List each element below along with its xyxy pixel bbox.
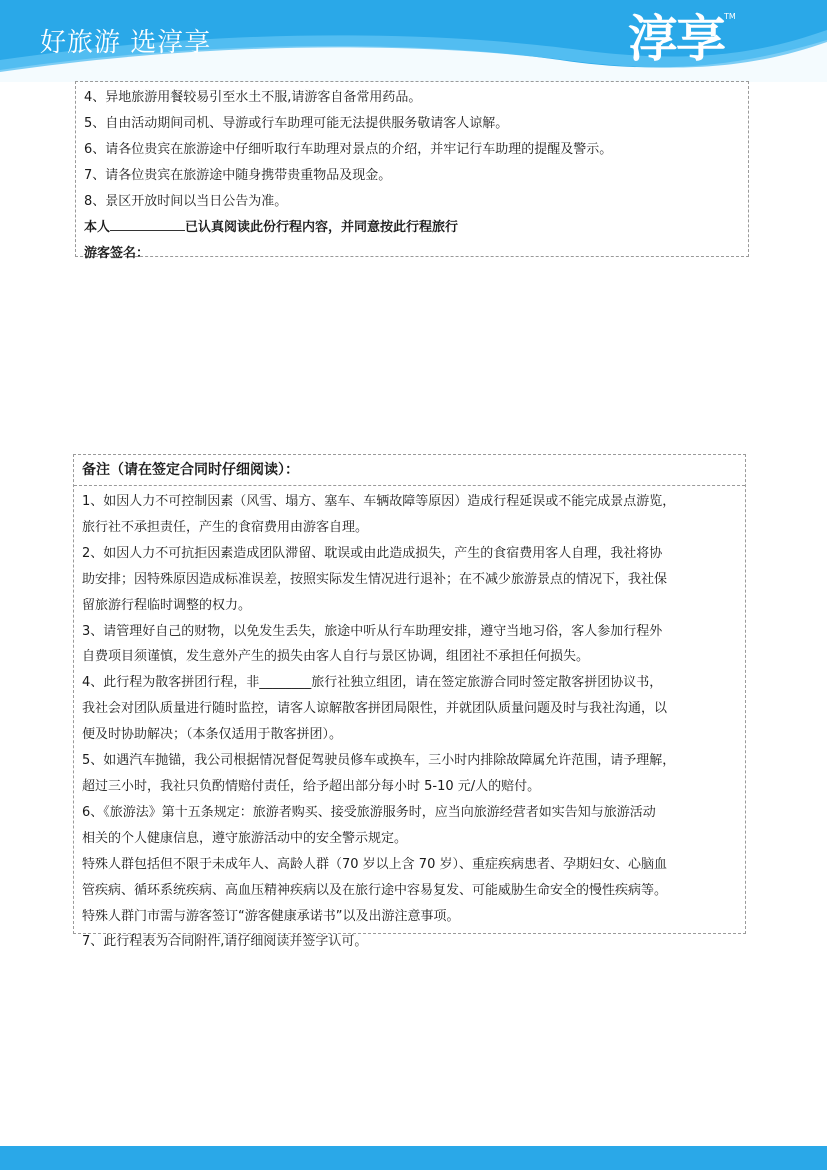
remarks-line: 2、如因人力不可抗拒因素造成团队滞留、耽误或由此造成损失，产生的食宿费用客人自理，我社将协 [82,545,663,561]
remarks-line: 自费项目须谨慎，发生意外产生的损失由客人自行与景区协调，组团社不承担任何损失。 [82,649,590,665]
notice-item: 5、自由活动期间司机、导游或行车助理可能无法提供服务敬请客人谅解。 [84,116,509,131]
notice-box [75,81,749,261]
brand-logo: 淳享 [628,10,724,68]
remarks-line: 3、请管理好自己的财物，以免发生丢失，旅途中听从行车助理安排，遵守当地习俗，客人参加行程外 [82,623,663,639]
remarks-line: 4、此行程为散客拼团行程，非________旅行社独立组团，请在签定旅游合同时签定散客拼团协议书， [82,675,663,691]
confirm-prefix: 本人 [84,220,111,235]
remarks-line: 特殊人群门市需与游客签订“游客健康承诺书”以及出游注意事项。 [82,908,460,924]
remarks-line: 超过三小时，我社只负酌情赔付责任，给予超出部分每小时 5-10 元/人的赔付。 [82,778,541,794]
remarks-box [73,454,746,950]
remarks-line: 1、如因人力不可控制因素（风雪、塌方、塞车、车辆故障等原因）造成行程延误或不能完成景点游览， [82,494,676,509]
remarks-line: 我社会对团队质量进行随时监控，请客人谅解散客拼团局限性，并就团队质量问题及时与我社沟通，以 [82,701,668,717]
footer-banner [0,1146,827,1170]
remarks-line: 管疾病、循环系统疾病、高血压精神疾病以及在旅行途中容易复发、可能威胁生命安全的慢性疾病等。 [82,882,668,898]
remarks-line: 相关的个人健康信息，遵守旅游活动中的安全警示规定。 [82,830,408,846]
remarks-line: 5、如遇汽车抛锚，我公司根据情况督促驾驶员修车或换车，三小时内排除故障属允许范围，请予理解， [82,753,676,769]
remarks-line: 旅行社不承担责任，产生的食宿费用由游客自理。 [82,519,369,535]
brand-slogan: 好旅游 选淳享 [40,28,212,58]
remarks-line: 特殊人群包括但不限于未成年人、高龄人群（70 岁以上含 70 岁）、重症疾病患者、孕期妇女、心脑血 [82,856,667,872]
remarks-line: 7、此行程表为合同附件,请仔细阅读并签字认可。 [82,934,368,950]
notice-item: 7、请各位贵宾在旅游途中随身携带贵重物品及现金。 [84,168,392,183]
signature-label: 游客签名： [84,246,150,261]
header-banner [0,0,827,82]
notice-item: 6、请各位贵宾在旅游途中仔细听取行车助理对景点的介绍，并牢记行车助理的提醒及警示。 [84,142,613,157]
name-blank-field[interactable] [110,216,185,231]
remarks-line: 留旅游行程临时调整的权力。 [82,597,252,613]
notice-item: 8、景区开放时间以当日公告为准。 [84,194,288,209]
notice-item: 4、异地旅游用餐较易引至水土不服,请游客自备常用药品。 [84,90,422,105]
trademark-mark: TM [724,12,736,21]
remarks-line: 助安排；因特殊原因造成标准误差，按照实际发生情况进行退补；在不减少旅游景点的情况下，我社保 [82,571,668,587]
confirmation-statement [84,215,740,241]
confirm-suffix: 已认真阅读此份行程内容，并同意按此行程旅行 [185,220,459,235]
remarks-content [74,486,745,955]
remarks-line: 便及时协助解决；（本条仅适用于散客拼团）。 [82,727,343,743]
remarks-title: 备注（请在签定合同时仔细阅读）： [74,455,745,486]
remarks-line: 6、《旅游法》第十五条规定：旅游者购买、接受旅游服务时，应当向旅游经营者如实告知与旅游活动 [82,804,656,820]
